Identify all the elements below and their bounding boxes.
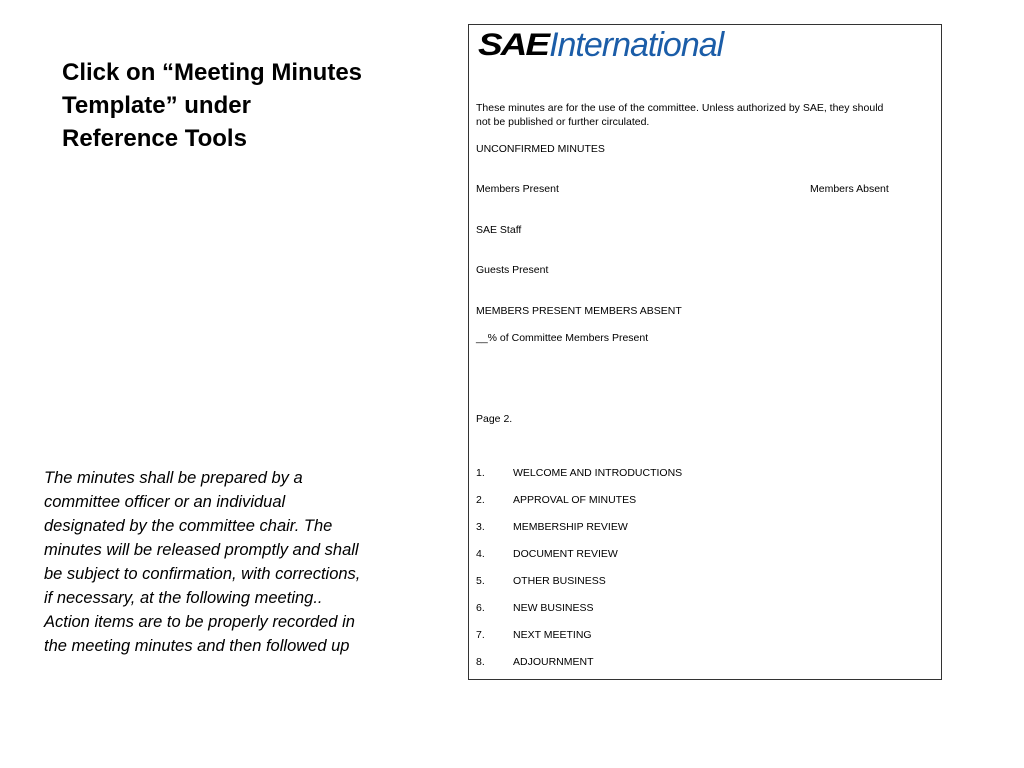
note-line: if necessary, at the following meeting.. — [44, 589, 323, 607]
meeting-minutes-template — [468, 24, 942, 680]
note-line: Action items are to be properly recorded in — [44, 613, 355, 631]
page-label: Page 2. — [476, 413, 513, 425]
agenda-item-number: 4. — [476, 548, 485, 560]
note-line: committee officer or an individual — [44, 493, 286, 511]
heading-line: Template” under — [62, 92, 251, 119]
note-line: the meeting minutes and then followed up — [44, 637, 350, 655]
note-line: designated by the committee chair. The — [44, 517, 333, 535]
note-line: minutes will be released promptly and shall — [44, 541, 359, 559]
disclaimer-line: not be published or further circulated. — [476, 116, 650, 128]
note-line: be subject to confirmation, with corrections, — [44, 565, 361, 583]
agenda-item-label: WELCOME AND INTRODUCTIONS — [513, 467, 683, 479]
percent-present-label: __% of Committee Members Present — [476, 332, 649, 344]
minutes-note — [44, 466, 414, 658]
agenda-item-label: MEMBERSHIP REVIEW — [513, 521, 628, 533]
agenda-item-number: 1. — [476, 467, 485, 479]
heading-line: Click on “Meeting Minutes — [62, 59, 363, 86]
agenda-item-label: APPROVAL OF MINUTES — [513, 494, 637, 506]
agenda-item-label: NEW BUSINESS — [513, 602, 594, 614]
guests-present-label: Guests Present — [476, 264, 549, 276]
agenda-item-number: 8. — [476, 656, 485, 668]
members-absent-label: Members Absent — [810, 183, 889, 195]
logo-international-text: International — [549, 26, 724, 64]
agenda-item-label: OTHER BUSINESS — [513, 575, 606, 587]
agenda-item-number: 5. — [476, 575, 485, 587]
slide-heading — [62, 56, 402, 155]
members-present-label: Members Present — [476, 183, 559, 195]
agenda-item-number: 2. — [476, 494, 485, 506]
heading-line: Reference Tools — [62, 125, 247, 152]
agenda-item-label: ADJOURNMENT — [513, 656, 594, 668]
members-present-absent-label: MEMBERS PRESENT MEMBERS ABSENT — [476, 305, 682, 317]
agenda-item-number: 7. — [476, 629, 485, 641]
agenda-item-label: NEXT MEETING — [513, 629, 592, 641]
disclaimer-line: These minutes are for the use of the committee. Unless authorized by SAE, they should — [476, 102, 884, 114]
note-line: The minutes shall be prepared by a — [44, 469, 303, 487]
sae-staff-label: SAE Staff — [476, 224, 522, 236]
logo-sae-text: SAE — [478, 27, 549, 62]
agenda-item-number: 3. — [476, 521, 485, 533]
agenda-item-label: DOCUMENT REVIEW — [513, 548, 618, 560]
sae-international-logo — [478, 25, 778, 65]
unconfirmed-minutes-label: UNCONFIRMED MINUTES — [476, 143, 605, 155]
agenda-item-number: 6. — [476, 602, 485, 614]
